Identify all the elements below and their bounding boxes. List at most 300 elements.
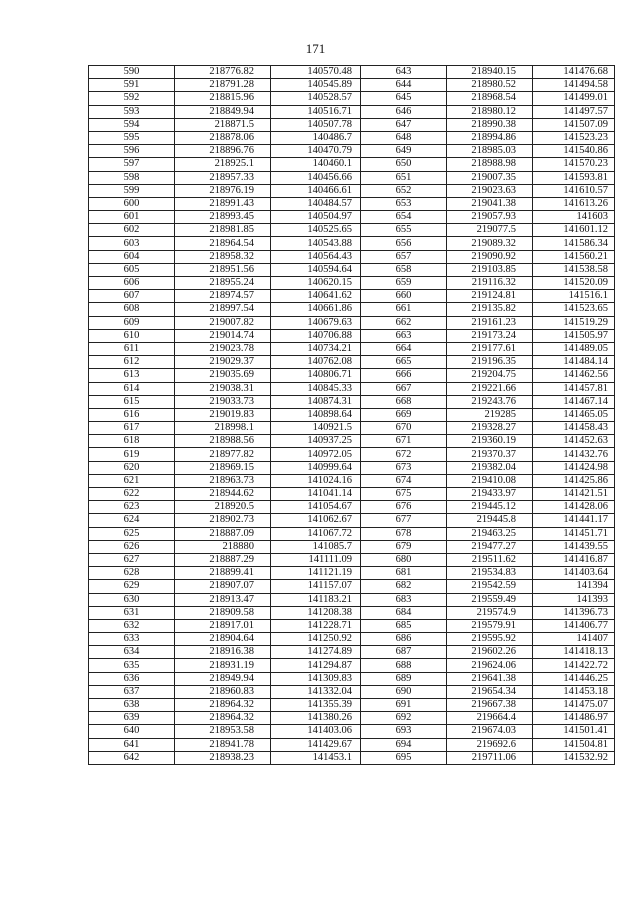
y-coordinate-left: 140507.78 [271, 118, 361, 131]
table-row [89, 382, 615, 395]
x-coordinate-right: 219023.63 [447, 184, 533, 197]
point-number-right: 648 [361, 131, 447, 144]
table-row [89, 659, 615, 672]
table-row [89, 646, 615, 659]
point-number-right: 653 [361, 197, 447, 210]
point-number-left: 632 [89, 619, 175, 632]
point-number-left: 636 [89, 672, 175, 685]
y-coordinate-right: 141416.87 [533, 553, 615, 566]
point-number-left: 606 [89, 277, 175, 290]
table-row [89, 197, 615, 210]
x-coordinate-right: 219370.37 [447, 448, 533, 461]
y-coordinate-right: 141458.43 [533, 422, 615, 435]
y-coordinate-right: 141613.26 [533, 197, 615, 210]
point-number-right: 685 [361, 619, 447, 632]
x-coordinate-right: 219103.85 [447, 263, 533, 276]
point-number-left: 617 [89, 422, 175, 435]
table-row [89, 105, 615, 118]
point-number-right: 663 [361, 329, 447, 342]
point-number-right: 670 [361, 422, 447, 435]
point-number-right: 649 [361, 145, 447, 158]
table-row [89, 171, 615, 184]
table-row [89, 422, 615, 435]
point-number-left: 623 [89, 501, 175, 514]
x-coordinate-right: 219711.06 [447, 751, 533, 764]
table-row [89, 118, 615, 131]
x-coordinate-left: 218957.33 [175, 171, 271, 184]
x-coordinate-right: 218985.03 [447, 145, 533, 158]
y-coordinate-left: 140543.88 [271, 237, 361, 250]
y-coordinate-right: 141497.57 [533, 105, 615, 118]
table-row [89, 474, 615, 487]
x-coordinate-left: 218904.64 [175, 633, 271, 646]
x-coordinate-left: 218998.1 [175, 422, 271, 435]
x-coordinate-left: 218964.54 [175, 237, 271, 250]
table-row [89, 540, 615, 553]
y-coordinate-left: 141157.07 [271, 580, 361, 593]
x-coordinate-left: 218951.56 [175, 263, 271, 276]
y-coordinate-left: 141453.1 [271, 751, 361, 764]
y-coordinate-right: 141406.77 [533, 619, 615, 632]
point-number-left: 630 [89, 593, 175, 606]
point-number-left: 639 [89, 712, 175, 725]
point-number-left: 621 [89, 474, 175, 487]
x-coordinate-left: 218993.45 [175, 211, 271, 224]
point-number-left: 642 [89, 751, 175, 764]
table-row [89, 158, 615, 171]
y-coordinate-right: 141446.25 [533, 672, 615, 685]
x-coordinate-left: 218887.29 [175, 553, 271, 566]
x-coordinate-left: 218964.32 [175, 699, 271, 712]
x-coordinate-left: 218969.15 [175, 461, 271, 474]
table-row [89, 606, 615, 619]
x-coordinate-right: 219116.32 [447, 277, 533, 290]
y-coordinate-right: 141586.34 [533, 237, 615, 250]
table-row [89, 553, 615, 566]
y-coordinate-right: 141393 [533, 593, 615, 606]
x-coordinate-left: 219023.78 [175, 342, 271, 355]
y-coordinate-right: 141425.86 [533, 474, 615, 487]
x-coordinate-left: 218815.96 [175, 92, 271, 105]
point-number-right: 647 [361, 118, 447, 131]
y-coordinate-right: 141499.01 [533, 92, 615, 105]
point-number-left: 610 [89, 329, 175, 342]
x-coordinate-left: 218964.32 [175, 712, 271, 725]
y-coordinate-right: 141507.09 [533, 118, 615, 131]
x-coordinate-left: 218991.43 [175, 197, 271, 210]
y-coordinate-right: 141439.55 [533, 540, 615, 553]
y-coordinate-left: 141332.04 [271, 685, 361, 698]
x-coordinate-left: 219033.73 [175, 395, 271, 408]
y-coordinate-left: 141228.71 [271, 619, 361, 632]
y-coordinate-right: 141403.64 [533, 567, 615, 580]
point-number-left: 627 [89, 553, 175, 566]
x-coordinate-left: 218907.07 [175, 580, 271, 593]
y-coordinate-left: 140470.79 [271, 145, 361, 158]
x-coordinate-left: 218974.57 [175, 290, 271, 303]
x-coordinate-right: 219559.49 [447, 593, 533, 606]
point-number-right: 680 [361, 553, 447, 566]
y-coordinate-left: 141085.7 [271, 540, 361, 553]
x-coordinate-right: 219360.19 [447, 435, 533, 448]
y-coordinate-right: 141516.1 [533, 290, 615, 303]
x-coordinate-left: 218913.47 [175, 593, 271, 606]
table-row [89, 316, 615, 329]
y-coordinate-left: 140486.7 [271, 131, 361, 144]
point-number-right: 684 [361, 606, 447, 619]
y-coordinate-left: 141403.06 [271, 725, 361, 738]
x-coordinate-left: 218955.24 [175, 277, 271, 290]
y-coordinate-left: 141111.09 [271, 553, 361, 566]
point-number-left: 633 [89, 633, 175, 646]
y-coordinate-left: 141067.72 [271, 527, 361, 540]
y-coordinate-left: 141054.67 [271, 501, 361, 514]
y-coordinate-left: 140528.57 [271, 92, 361, 105]
table-row [89, 725, 615, 738]
table-row [89, 211, 615, 224]
y-coordinate-left: 141380.26 [271, 712, 361, 725]
x-coordinate-right: 219595.92 [447, 633, 533, 646]
x-coordinate-right: 219511.62 [447, 553, 533, 566]
point-number-left: 625 [89, 527, 175, 540]
point-number-right: 673 [361, 461, 447, 474]
x-coordinate-left: 218899.41 [175, 567, 271, 580]
x-coordinate-right: 219382.04 [447, 461, 533, 474]
point-number-left: 616 [89, 408, 175, 421]
x-coordinate-left: 218920.5 [175, 501, 271, 514]
y-coordinate-left: 140504.97 [271, 211, 361, 224]
x-coordinate-right: 219445.8 [447, 514, 533, 527]
x-coordinate-left: 218878.06 [175, 131, 271, 144]
y-coordinate-left: 140845.33 [271, 382, 361, 395]
x-coordinate-right: 219534.83 [447, 567, 533, 580]
y-coordinate-left: 140545.89 [271, 79, 361, 92]
y-coordinate-left: 141062.67 [271, 514, 361, 527]
x-coordinate-left: 219038.31 [175, 382, 271, 395]
x-coordinate-right: 219445.12 [447, 501, 533, 514]
y-coordinate-right: 141421.51 [533, 488, 615, 501]
y-coordinate-left: 140456.66 [271, 171, 361, 184]
x-coordinate-right: 219177.61 [447, 342, 533, 355]
table-row [89, 435, 615, 448]
y-coordinate-right: 141593.81 [533, 171, 615, 184]
x-coordinate-left: 218976.19 [175, 184, 271, 197]
y-coordinate-right: 141418.13 [533, 646, 615, 659]
x-coordinate-left: 218997.54 [175, 303, 271, 316]
x-coordinate-left: 218963.73 [175, 474, 271, 487]
y-coordinate-right: 141441.17 [533, 514, 615, 527]
point-number-right: 678 [361, 527, 447, 540]
point-number-left: 635 [89, 659, 175, 672]
y-coordinate-right: 141452.63 [533, 435, 615, 448]
y-coordinate-right: 141494.58 [533, 79, 615, 92]
point-number-right: 669 [361, 408, 447, 421]
x-coordinate-right: 218994.86 [447, 131, 533, 144]
y-coordinate-right: 141570.23 [533, 158, 615, 171]
page-number: 171 [305, 41, 326, 56]
point-number-left: 600 [89, 197, 175, 210]
table-row [89, 395, 615, 408]
point-number-right: 659 [361, 277, 447, 290]
point-number-right: 671 [361, 435, 447, 448]
point-number-left: 619 [89, 448, 175, 461]
x-coordinate-left: 218849.94 [175, 105, 271, 118]
y-coordinate-right: 141424.98 [533, 461, 615, 474]
x-coordinate-left: 218944.62 [175, 488, 271, 501]
table-row [89, 290, 615, 303]
point-number-left: 596 [89, 145, 175, 158]
y-coordinate-left: 140516.71 [271, 105, 361, 118]
table-row [89, 633, 615, 646]
y-coordinate-left: 140898.64 [271, 408, 361, 421]
y-coordinate-right: 141453.18 [533, 685, 615, 698]
point-number-left: 614 [89, 382, 175, 395]
point-number-right: 689 [361, 672, 447, 685]
point-number-left: 611 [89, 342, 175, 355]
y-coordinate-left: 141274.89 [271, 646, 361, 659]
y-coordinate-right: 141457.81 [533, 382, 615, 395]
point-number-right: 652 [361, 184, 447, 197]
table-row [89, 131, 615, 144]
x-coordinate-left: 218941.78 [175, 738, 271, 751]
y-coordinate-right: 141601.12 [533, 224, 615, 237]
point-number-left: 598 [89, 171, 175, 184]
table-row [89, 145, 615, 158]
point-number-left: 602 [89, 224, 175, 237]
point-number-left: 599 [89, 184, 175, 197]
y-coordinate-right: 141476.68 [533, 66, 615, 79]
y-coordinate-right: 141505.97 [533, 329, 615, 342]
y-coordinate-left: 141294.87 [271, 659, 361, 672]
point-number-left: 593 [89, 105, 175, 118]
x-coordinate-right: 219579.91 [447, 619, 533, 632]
x-coordinate-right: 219041.38 [447, 197, 533, 210]
y-coordinate-left: 141183.21 [271, 593, 361, 606]
x-coordinate-right: 219664.4 [447, 712, 533, 725]
x-coordinate-right: 219692.6 [447, 738, 533, 751]
point-number-right: 682 [361, 580, 447, 593]
y-coordinate-right: 141603 [533, 211, 615, 224]
point-number-right: 654 [361, 211, 447, 224]
x-coordinate-right: 219463.25 [447, 527, 533, 540]
y-coordinate-left: 141429.67 [271, 738, 361, 751]
point-number-left: 624 [89, 514, 175, 527]
y-coordinate-left: 140706.88 [271, 329, 361, 342]
y-coordinate-right: 141396.73 [533, 606, 615, 619]
x-coordinate-left: 218880 [175, 540, 271, 553]
x-coordinate-left: 218931.19 [175, 659, 271, 672]
x-coordinate-left: 219035.69 [175, 369, 271, 382]
y-coordinate-left: 140661.86 [271, 303, 361, 316]
x-coordinate-right: 218980.52 [447, 79, 533, 92]
point-number-left: 608 [89, 303, 175, 316]
y-coordinate-right: 141486.97 [533, 712, 615, 725]
point-number-right: 683 [361, 593, 447, 606]
point-number-left: 631 [89, 606, 175, 619]
y-coordinate-right: 141422.72 [533, 659, 615, 672]
table-row [89, 672, 615, 685]
point-number-right: 657 [361, 250, 447, 263]
x-coordinate-right: 219674.03 [447, 725, 533, 738]
x-coordinate-right: 219077.5 [447, 224, 533, 237]
point-number-right: 651 [361, 171, 447, 184]
point-number-right: 694 [361, 738, 447, 751]
coordinates-table-body [89, 66, 615, 765]
x-coordinate-right: 219328.27 [447, 422, 533, 435]
point-number-left: 609 [89, 316, 175, 329]
point-number-right: 668 [361, 395, 447, 408]
y-coordinate-left: 140594.64 [271, 263, 361, 276]
y-coordinate-right: 141501.41 [533, 725, 615, 738]
x-coordinate-right: 219574.9 [447, 606, 533, 619]
y-coordinate-left: 140734.21 [271, 342, 361, 355]
point-number-right: 677 [361, 514, 447, 527]
y-coordinate-right: 141540.86 [533, 145, 615, 158]
point-number-left: 628 [89, 567, 175, 580]
point-number-left: 626 [89, 540, 175, 553]
x-coordinate-right: 219654.34 [447, 685, 533, 698]
x-coordinate-left: 218896.76 [175, 145, 271, 158]
x-coordinate-right: 218980.12 [447, 105, 533, 118]
x-coordinate-left: 219007.82 [175, 316, 271, 329]
x-coordinate-right: 219090.92 [447, 250, 533, 263]
x-coordinate-right: 219196.35 [447, 356, 533, 369]
y-coordinate-right: 141475.07 [533, 699, 615, 712]
y-coordinate-right: 141504.81 [533, 738, 615, 751]
table-row [89, 567, 615, 580]
table-row [89, 408, 615, 421]
point-number-right: 646 [361, 105, 447, 118]
x-coordinate-right: 219624.06 [447, 659, 533, 672]
y-coordinate-right: 141467.14 [533, 395, 615, 408]
x-coordinate-left: 219029.37 [175, 356, 271, 369]
point-number-left: 618 [89, 435, 175, 448]
point-number-right: 686 [361, 633, 447, 646]
table-row [89, 461, 615, 474]
x-coordinate-left: 218977.82 [175, 448, 271, 461]
table-row [89, 619, 615, 632]
table-row [89, 342, 615, 355]
x-coordinate-left: 218887.09 [175, 527, 271, 540]
point-number-left: 634 [89, 646, 175, 659]
point-number-right: 687 [361, 646, 447, 659]
y-coordinate-left: 141121.19 [271, 567, 361, 580]
y-coordinate-right: 141489.05 [533, 342, 615, 355]
point-number-left: 604 [89, 250, 175, 263]
y-coordinate-left: 141024.16 [271, 474, 361, 487]
x-coordinate-right: 219641.38 [447, 672, 533, 685]
y-coordinate-left: 140484.57 [271, 197, 361, 210]
point-number-right: 675 [361, 488, 447, 501]
coordinates-table [88, 65, 615, 765]
point-number-right: 656 [361, 237, 447, 250]
x-coordinate-right: 218990.38 [447, 118, 533, 131]
point-number-right: 658 [361, 263, 447, 276]
table-row [89, 527, 615, 540]
x-coordinate-right: 219433.97 [447, 488, 533, 501]
table-row [89, 224, 615, 237]
y-coordinate-right: 141394 [533, 580, 615, 593]
y-coordinate-left: 140466.61 [271, 184, 361, 197]
x-coordinate-right: 219161.23 [447, 316, 533, 329]
y-coordinate-left: 141309.83 [271, 672, 361, 685]
point-number-right: 661 [361, 303, 447, 316]
point-number-right: 645 [361, 92, 447, 105]
x-coordinate-left: 218925.1 [175, 158, 271, 171]
table-row [89, 66, 615, 79]
x-coordinate-right: 218968.54 [447, 92, 533, 105]
x-coordinate-right: 219124.81 [447, 290, 533, 303]
point-number-left: 615 [89, 395, 175, 408]
table-row [89, 501, 615, 514]
point-number-left: 597 [89, 158, 175, 171]
point-number-right: 674 [361, 474, 447, 487]
y-coordinate-right: 141538.58 [533, 263, 615, 276]
x-coordinate-right: 219089.32 [447, 237, 533, 250]
point-number-left: 622 [89, 488, 175, 501]
x-coordinate-right: 219602.26 [447, 646, 533, 659]
table-row [89, 751, 615, 764]
x-coordinate-right: 219173.24 [447, 329, 533, 342]
table-row [89, 369, 615, 382]
y-coordinate-left: 140972.05 [271, 448, 361, 461]
y-coordinate-left: 141355.39 [271, 699, 361, 712]
point-number-left: 612 [89, 356, 175, 369]
x-coordinate-left: 219014.74 [175, 329, 271, 342]
y-coordinate-left: 140806.71 [271, 369, 361, 382]
y-coordinate-left: 140460.1 [271, 158, 361, 171]
y-coordinate-right: 141465.05 [533, 408, 615, 421]
x-coordinate-right: 219477.27 [447, 540, 533, 553]
y-coordinate-left: 140525.65 [271, 224, 361, 237]
point-number-left: 590 [89, 66, 175, 79]
point-number-left: 591 [89, 79, 175, 92]
y-coordinate-left: 141250.92 [271, 633, 361, 646]
y-coordinate-left: 140921.5 [271, 422, 361, 435]
table-row [89, 738, 615, 751]
table-row [89, 184, 615, 197]
table-row [89, 303, 615, 316]
x-coordinate-left: 218776.82 [175, 66, 271, 79]
x-coordinate-left: 218988.56 [175, 435, 271, 448]
table-row [89, 685, 615, 698]
x-coordinate-left: 218917.01 [175, 619, 271, 632]
point-number-left: 620 [89, 461, 175, 474]
x-coordinate-right: 219542.59 [447, 580, 533, 593]
point-number-right: 660 [361, 290, 447, 303]
table-row [89, 580, 615, 593]
point-number-right: 664 [361, 342, 447, 355]
x-coordinate-right: 219135.82 [447, 303, 533, 316]
table-row [89, 92, 615, 105]
point-number-right: 662 [361, 316, 447, 329]
x-coordinate-left: 218958.32 [175, 250, 271, 263]
x-coordinate-right: 219057.93 [447, 211, 533, 224]
point-number-left: 607 [89, 290, 175, 303]
point-number-right: 643 [361, 66, 447, 79]
y-coordinate-left: 140679.63 [271, 316, 361, 329]
y-coordinate-left: 140999.64 [271, 461, 361, 474]
point-number-right: 691 [361, 699, 447, 712]
point-number-left: 629 [89, 580, 175, 593]
y-coordinate-right: 141560.21 [533, 250, 615, 263]
table-row [89, 593, 615, 606]
point-number-left: 637 [89, 685, 175, 698]
y-coordinate-right: 141523.65 [533, 303, 615, 316]
point-number-right: 644 [361, 79, 447, 92]
point-number-right: 665 [361, 356, 447, 369]
point-number-right: 672 [361, 448, 447, 461]
